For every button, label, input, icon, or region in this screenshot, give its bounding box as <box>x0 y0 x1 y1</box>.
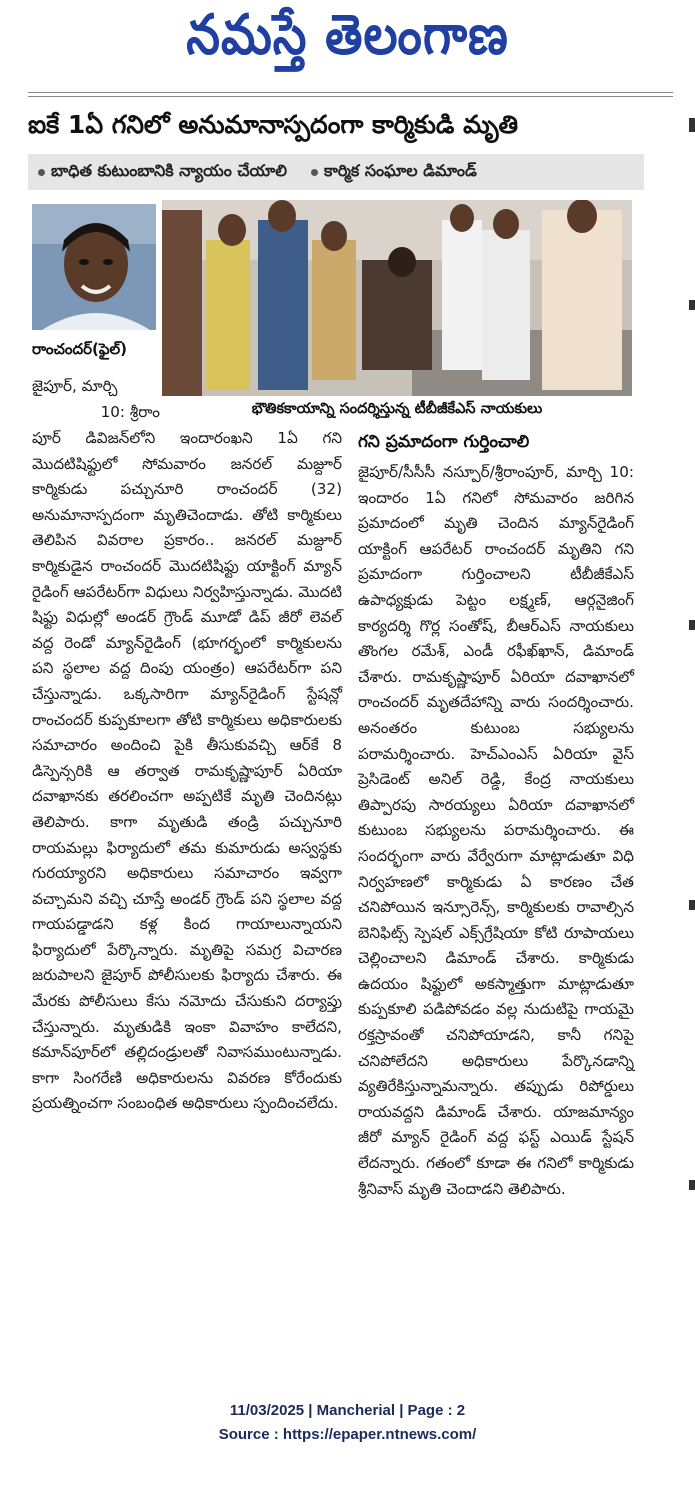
dateline-line: 10: శ్రీరాం <box>100 402 160 421</box>
body-paragraph: జైపూర్/సీసీసీ నస్పూర్/శ్రీరాంపూర్, మార్చి 10: ఇందారం 1ఏ గనిలో సోమవారం జరిగిన ప్రమాదంలో మృతి చెందిన మ్యాన్‌రైడింగ్ యాక్టింగ్ ఆపరేటర్ రాంచందర్ మృతిని గని ప్రమాదంగా గుర్తించాలని టీబీజీకేఎస్ ఉపాధ్యక్షుడు పెట్టం లక్ష్మణ్, ఆర్గనైజింగ్ కార్యదర్శి గొర్ల సంతోష్, బీఆర్‌ఎస్ నాయకులు తొంగల రమేశ్, ఎండీ రఫీఖ్‌ఖాన్, డిమాండ్ చేశారు. రామకృష్ణాపూర్ ఏరియా దవాఖానలో రాంచందర్ మృతదేహాన్ని వారు సందర్శించారు. అనంతరం కుటుంబ సభ్యులను పరామర్శించారు. హెచ్‌ఎంఎస్ ఏరియా వైస్ ప్రెసిడెంట్ అనిల్ రెడ్డి, కేంద్ర నాయకులు తిప్పారపు సారయ్యలు ఏరియా దవాఖానలో కుటుంబ సభ్యులను పరామర్శించారు. ఈ సందర్భంగా వారు వేర్వేరుగా మాట్లాడుతూ విధి నిర్వహణలో కార్మికుడు ఏ కారణం చేత చనిపోయిన ఇన్సూరెన్స్, కార్మికులకు రావాల్సిన బెనిఫిట్స్ స్పెషల్ ఎక్స్‌గ్రేషియా కోటి రూపాయలు చెల్లించాలని డిమాండ్ చేశారు. కార్మికుడు ఉదయం షిఫ్టులో అకస్మాత్తుగా మాట్లాడుతూ కుప్పకూలి పడిపోవడం వల్ల నుదుటిపై గాయమై రక్తస్రావంతో చనిపోయాడని, కానీ గనిపై చనిపోలేదని అధికారులు పేర్కొనడాన్ని వ్యతిరేకిస్తున్నామన్నారు. తప్పుడు రిపోర్డులు రాయవద్దని డిమాండ్ చేశారు. యాజమాన్యం జీరో మ్యాన్ రైడింగ్ వద్ద ఫస్ట్ ఎయిడ్ స్టేషన్ లేదన్నారు. గతంలో కూడా ఈ గనిలో కార్మికుడు శ్రీనివాస్ మృతి చెందాడని తెలిపారు. <box>358 463 634 1198</box>
adjacent-article-edge <box>689 900 695 910</box>
adjacent-article-edge <box>689 620 695 630</box>
subhead-item <box>38 161 287 184</box>
main-photo-caption: భౌతికకాయాన్ని సందర్శిస్తున్న టీబీజీకేఎస్ నాయకులు <box>251 401 543 417</box>
main-photo-caption-bar <box>162 396 632 426</box>
subhead-bar <box>28 154 644 190</box>
body-paragraph: పూర్ డివిజన్‌లోని ఇందారంఖని 1ఏ గని మొదటిషిఫ్టులో సోమవారం జనరల్ మజ్దూర్ కార్మికుడు పచ్చునూరి రాంచందర్ (32) అనుమానాస్పదంగా మృతిచెందాడు. తోటి కార్మికులు తెలిపిన వివరాల ప్రకారం.. జనరల్ మజ్దూర్ కార్మికుడైన రాంచందర్ మొదటిషిఫ్టు యాక్టింగ్ మ్యాన్ రైడింగ్ ఆపరేటర్‌గా విధులు నిర్వహిస్తున్నాడు. మొదటి షిఫ్టు విధుల్లో అండర్ గ్రౌండ్ మూడో డిప్ జీరో లెవల్ వద్ద రెండో మ్యాన్‌రైడింగ్ (భూగర్భంలో కార్మికులను పని స్థలాల వద్ద దింపు యంత్రం) ఆపరేటర్‌గా పని చేస్తున్నాడు. ఒక్కసారిగా మ్యాన్‌రైడింగ్ స్టేషన్లో రాంచందర్ కుప్పకూలగా తోటి కార్మికులు అధికారులకు సమాచారం అందించి పైకి తీసుకువచ్చి ఆర్‌కే 8 డిస్పెన్సరికి ఆ తర్వాత రామకృష్ణాపూర్ ఏరియా దవాఖానకు తరలించగా అప్పటికే మృతి చెందినట్లు తెలిపారు. కాగా మృతుడి తండ్రి పచ్చునూరి రాయమల్లు ఫిర్యాదులో తమ కుమారుడు అస్వస్థకు గురయ్యారని అధికారులు సమాచారం ఇవ్వగా వచ్చామని వచ్చి చూస్తే అండర్ గ్రౌండ్ పని స్థలాల వద్ద గాయపడ్డాడని కళ్ల కింద గాయాలున్నాయని ఫిర్యాదులో పేర్కొన్నారు. మృతిపై సమగ్ర విచారణ జరుపాలని జైపూర్ పోలీసులకు ఫిర్యాదు చేశారు. ఈ మేరకు పోలీసులు కేసు నమోదు చేసుకుని దర్యాప్తు చేస్తున్నారు. మృతుడికి ఇంకా వివాహం కాలేదని, కమాన్‌పూర్‌లో తల్లిదండ్రులతో నివాసముంటున్నాడు. కాగా సింగరేణి అధికారులను వివరణ కోరేందుకు ప్రయత్నించగా సంబంధిత అధికారులు స్పందించలేదు. <box>32 429 342 1113</box>
right-column-body <box>358 460 634 1202</box>
dateline-line: జైపూర్, మార్చి <box>32 377 118 395</box>
masthead-title: నమస్తే తెలంగాణ <box>186 2 509 68</box>
adjacent-article-edge <box>689 300 695 310</box>
footer-date-edition: 11/03/2025 | Mancherial | Page : 2 <box>229 1402 466 1419</box>
subhead-item <box>311 161 477 184</box>
portrait-illustration <box>32 204 156 330</box>
right-subhead: గని ప్రమాదంగా గుర్తించాలి <box>358 432 530 452</box>
bullet-icon <box>311 169 318 176</box>
portrait-photo <box>32 204 156 330</box>
subhead-text: బాధిత కుటుంబానికి న్యాయం చేయాలి <box>51 160 287 180</box>
article-headline: ఐకే 1ఏ గనిలో అనుమానాస్పదంగా కార్మికుడి మృతి <box>28 110 519 139</box>
bullet-icon <box>38 169 45 176</box>
footer-source: Source : https://epaper.ntnews.com/ <box>218 1426 477 1443</box>
dateline-block <box>32 374 160 425</box>
main-photo <box>162 200 632 396</box>
adjacent-article-edge <box>689 1180 695 1190</box>
subhead-text: కార్మిక సంఘాల డిమాండ్ <box>323 160 477 180</box>
masthead-rule-thin <box>28 96 673 97</box>
adjacent-article-edge <box>689 118 695 132</box>
left-column-body <box>32 426 342 1117</box>
masthead-rule <box>28 92 673 93</box>
main-photo-illustration <box>162 200 632 396</box>
masthead <box>0 2 695 78</box>
portrait-caption: రాంచందర్(ఫైల్) <box>32 340 127 358</box>
